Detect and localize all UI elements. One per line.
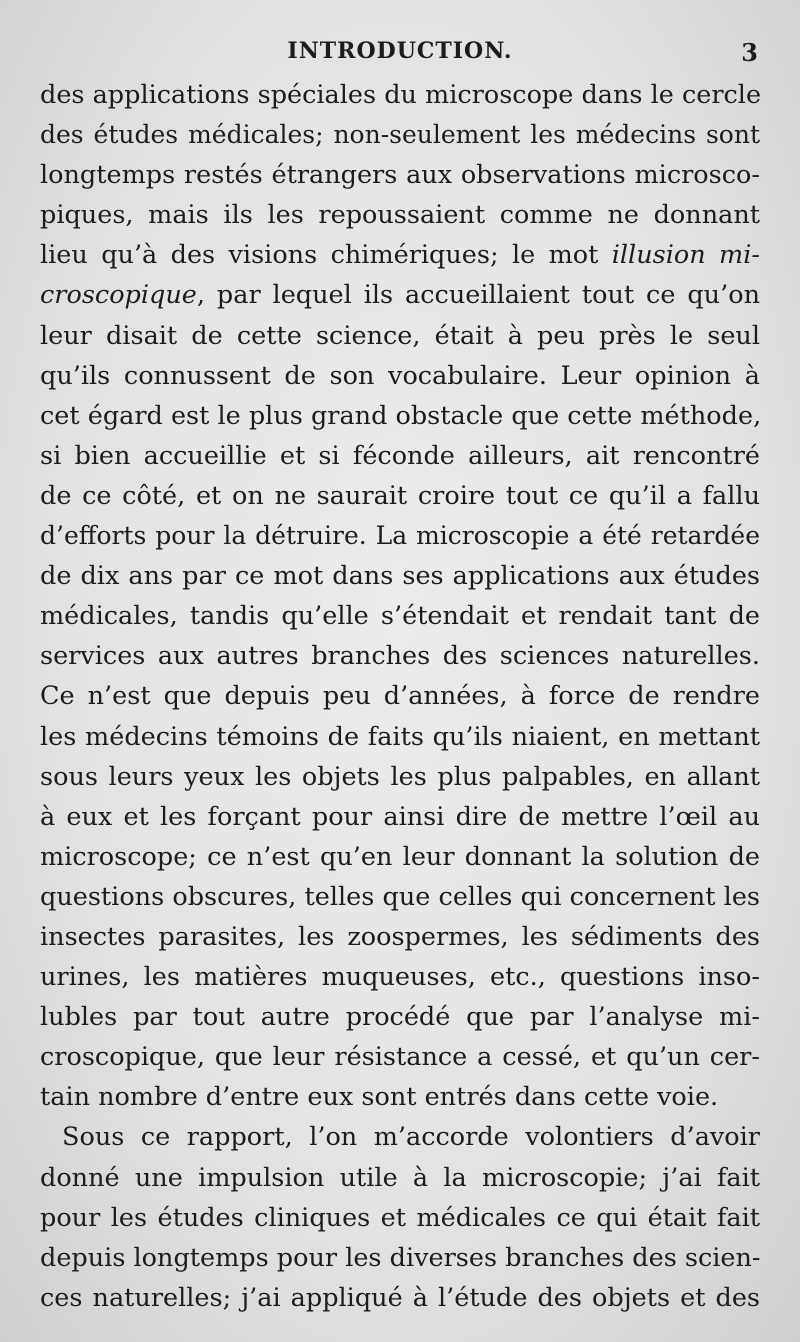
text-line: depuis longtemps pour les diverses branches des scien- <box>40 1242 761 1273</box>
text-line: croscopique, que leur résistance a cessé, et qu’un cer- <box>40 1042 760 1073</box>
text-line <box>40 275 760 315</box>
text-line: lubles par tout autre procédé que par l’analyse mi- <box>40 1002 760 1033</box>
text-line: questions obscures, telles que celles qui concernent les <box>40 881 760 912</box>
text-line: les médecins témoins de faits qu’ils niaient, en mettant <box>40 721 760 752</box>
text-run: lieu qu’à des visions chimériques; le mot <box>40 240 612 271</box>
text-line <box>40 235 760 275</box>
text-line: piques, mais ils les repoussaient comme ne donnant <box>40 200 760 231</box>
text-line: urines, les matières muqueuses, etc., questions inso- <box>40 962 760 993</box>
text-line: insectes parasites, les zoospermes, les sédiments des <box>40 921 760 952</box>
text-line: leur disait de cette science, était à peu près le seul <box>40 320 760 351</box>
text-line: Sous ce rapport, l’on m’accorde volontiers d’avoir <box>62 1122 760 1153</box>
text-line: à eux et les forçant pour ainsi dire de mettre l’œil au <box>40 801 760 832</box>
text-line: ces naturelles; j’ai appliqué à l’étude des objets et des <box>40 1282 760 1313</box>
text-line: des études médicales; non-seulement les médecins sont <box>40 120 760 150</box>
text-line: médicales, tandis qu’elle s’étendait et rendait tant de <box>40 601 760 632</box>
text-run: , par lequel ils accueillaient tout ce qu’on <box>196 280 760 311</box>
page-title: INTRODUCTION. <box>287 38 513 64</box>
text-line: services aux autres branches des sciences naturelles. <box>40 641 760 672</box>
text-line: cet égard est le plus grand obstacle que cette méthode, <box>40 400 762 431</box>
text-line: microscope; ce n’est qu’en leur donnant la solution de <box>40 841 760 872</box>
running-head <box>0 38 800 74</box>
text-line: Ce n’est que depuis peu d’années, à force de rendre <box>40 681 760 712</box>
text-line: de ce côté, et on ne saurait croire tout ce qu’il a fallu <box>40 480 760 511</box>
text-line: sous leurs yeux les objets les plus palpables, en allant <box>40 761 760 792</box>
text-line: si bien accueillie et si féconde ailleurs, ait rencontré <box>40 440 760 471</box>
page-number: 3 <box>741 38 758 67</box>
text-line: pour les études cliniques et médicales ce qui était fait <box>40 1202 760 1233</box>
text-line: tain nombre d’entre eux sont entrés dans cette voie. <box>40 1082 719 1113</box>
body-text <box>40 75 760 1318</box>
text-line: d’efforts pour la détruire. La microscopie a été retardée <box>40 521 760 551</box>
text-line: de dix ans par ce mot dans ses applications aux études <box>40 561 760 592</box>
italic-term: illusion mi- <box>611 240 760 271</box>
italic-term: croscopique <box>40 280 197 311</box>
text-line: qu’ils connussent de son vocabulaire. Leur opinion à <box>40 360 760 391</box>
text-line: longtemps restés étrangers aux observations microsco- <box>40 160 760 191</box>
text-line: des applications spéciales du microscope dans le cercle <box>40 80 762 110</box>
text-line: donné une impulsion utile à la microscopie; j’ai fait <box>40 1162 760 1193</box>
